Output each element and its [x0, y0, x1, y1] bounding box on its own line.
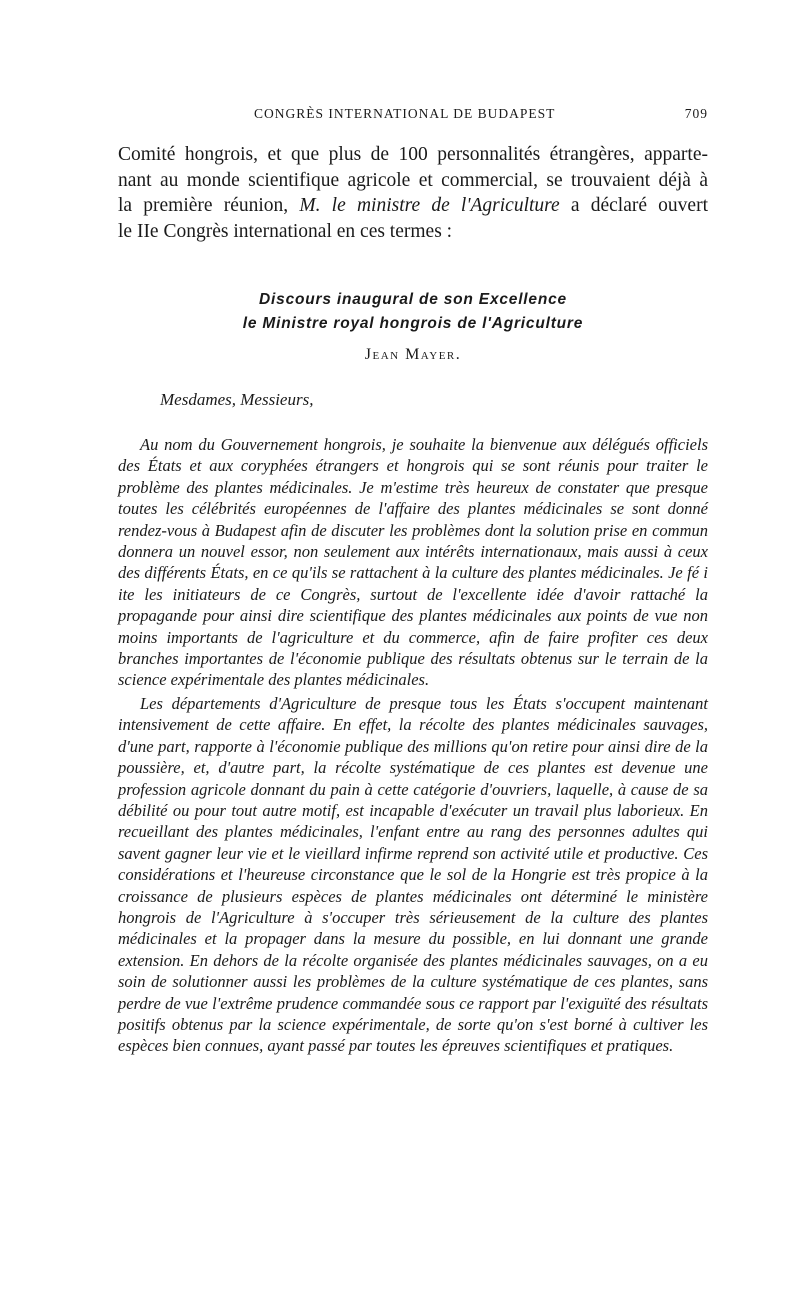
speech-heading-line-1: Discours inaugural de son Excellence [259, 291, 567, 308]
running-head [118, 100, 708, 126]
speech-heading-line-2: le Ministre royal hongrois de l'Agriculture [242, 315, 584, 332]
page-number: 709 [684, 106, 708, 121]
minister-reference: M. le ministre de l'Agriculture [299, 195, 560, 216]
speaker-name: Jean Mayer. [364, 346, 462, 363]
intro-line-3-end: a déclaré ouvert [559, 195, 708, 216]
salutation: Mesdames, Messieurs, [160, 390, 314, 409]
intro-line-3 [118, 193, 708, 219]
speech-body [118, 434, 708, 1057]
intro-line-2: nant au monde scientifique agricole et commercial, se trouvaient déjà à [118, 169, 708, 191]
intro-paragraph [118, 142, 708, 244]
intro-line-3-start: la première réunion, [118, 195, 300, 216]
speech-paragraph-1: Au nom du Gouvernement hongrois, je souhaite la bienvenue aux délégués officiels des États et aux coryphées étrangers et hongrois qui se sont réunis pour traiter le problème des plantes médicinales. Je m'estime très heureux de constater que presque toutes les célébrités européennes de l'affaire des plantes médicinales se sont donné rendez-vous à Budapest afin de discuter les problèmes dont la solution prise en commun donnera un nouvel essor, non seulement aux intérêts internationaux, mais aussi à ceux des différents États, en ce qu'ils se rattachent à la culture des plantes médicinales. Je fé i ite les initiateurs de ce Congrès, surtout de l'excellente idée d'avoir rattaché la propagande pour ainsi dire scientifique des plantes médicinales aux points de vue non moins importants de l'agriculture et du commerce, afin de faire profiter ces deux branches importantes de l'économie publique des résultats obtenus sur le terrain de la science expérimentale des plantes médicinales. [118, 435, 708, 690]
speech-heading [118, 288, 708, 336]
intro-line-4: le IIe Congrès international en ces termes : [118, 220, 453, 242]
intro-line-1: Comité hongrois, et que plus de 100 personnalités étrangères, apparte- [118, 144, 708, 165]
book-page [118, 100, 708, 1057]
running-title: CONGRÈS INTERNATIONAL DE BUDAPEST [254, 106, 556, 121]
speech-paragraph-2: Les départements d'Agriculture de presque tous les États s'occupent maintenant intensivement de cette affaire. En effet, la récolte des plantes médicinales sauvages, d'une part, rapporte à l'économie publique des millions qu'on retire pour ainsi dire de la poussière, et, d'autre part, la récolte systématique de ces plantes est devenue une profession agricole donnant du pain à cette catégorie d'ouvriers, laquelle, à cause de sa débilité ou pour tout autre motif, est incapable d'exécuter un travail plus laborieux. En recueillant des plantes médicinales, l'enfant entre au rang des personnes adultes qui savent gagner leur vie et le vieillard infirme reprend son activité utile et productive. Ces considérations et l'heureuse circonstance que le sol de la Hongrie est très propice à la croissance de plusieurs espèces de plantes médicinales ont déterminé le ministère hongrois de l'Agriculture à s'occuper très sérieusement de la culture des plantes médicinales et la propager dans la mesure du possible, en lui donnant une grande extension. En dehors de la récolte organisée des plantes médicinales sauvages, on a eu soin de solutionner aussi les problèmes de la culture systématique de ces plantes, sans perdre de vue l'extrême prudence commandée sous ce rapport par l'exiguïté des résultats positifs obtenus par la science expérimentale, de sorte qu'on s'est borné à cultiver les espèces bien connues, ayant passé par toutes les épreuves scientifiques et pratiques. [118, 693, 708, 1056]
